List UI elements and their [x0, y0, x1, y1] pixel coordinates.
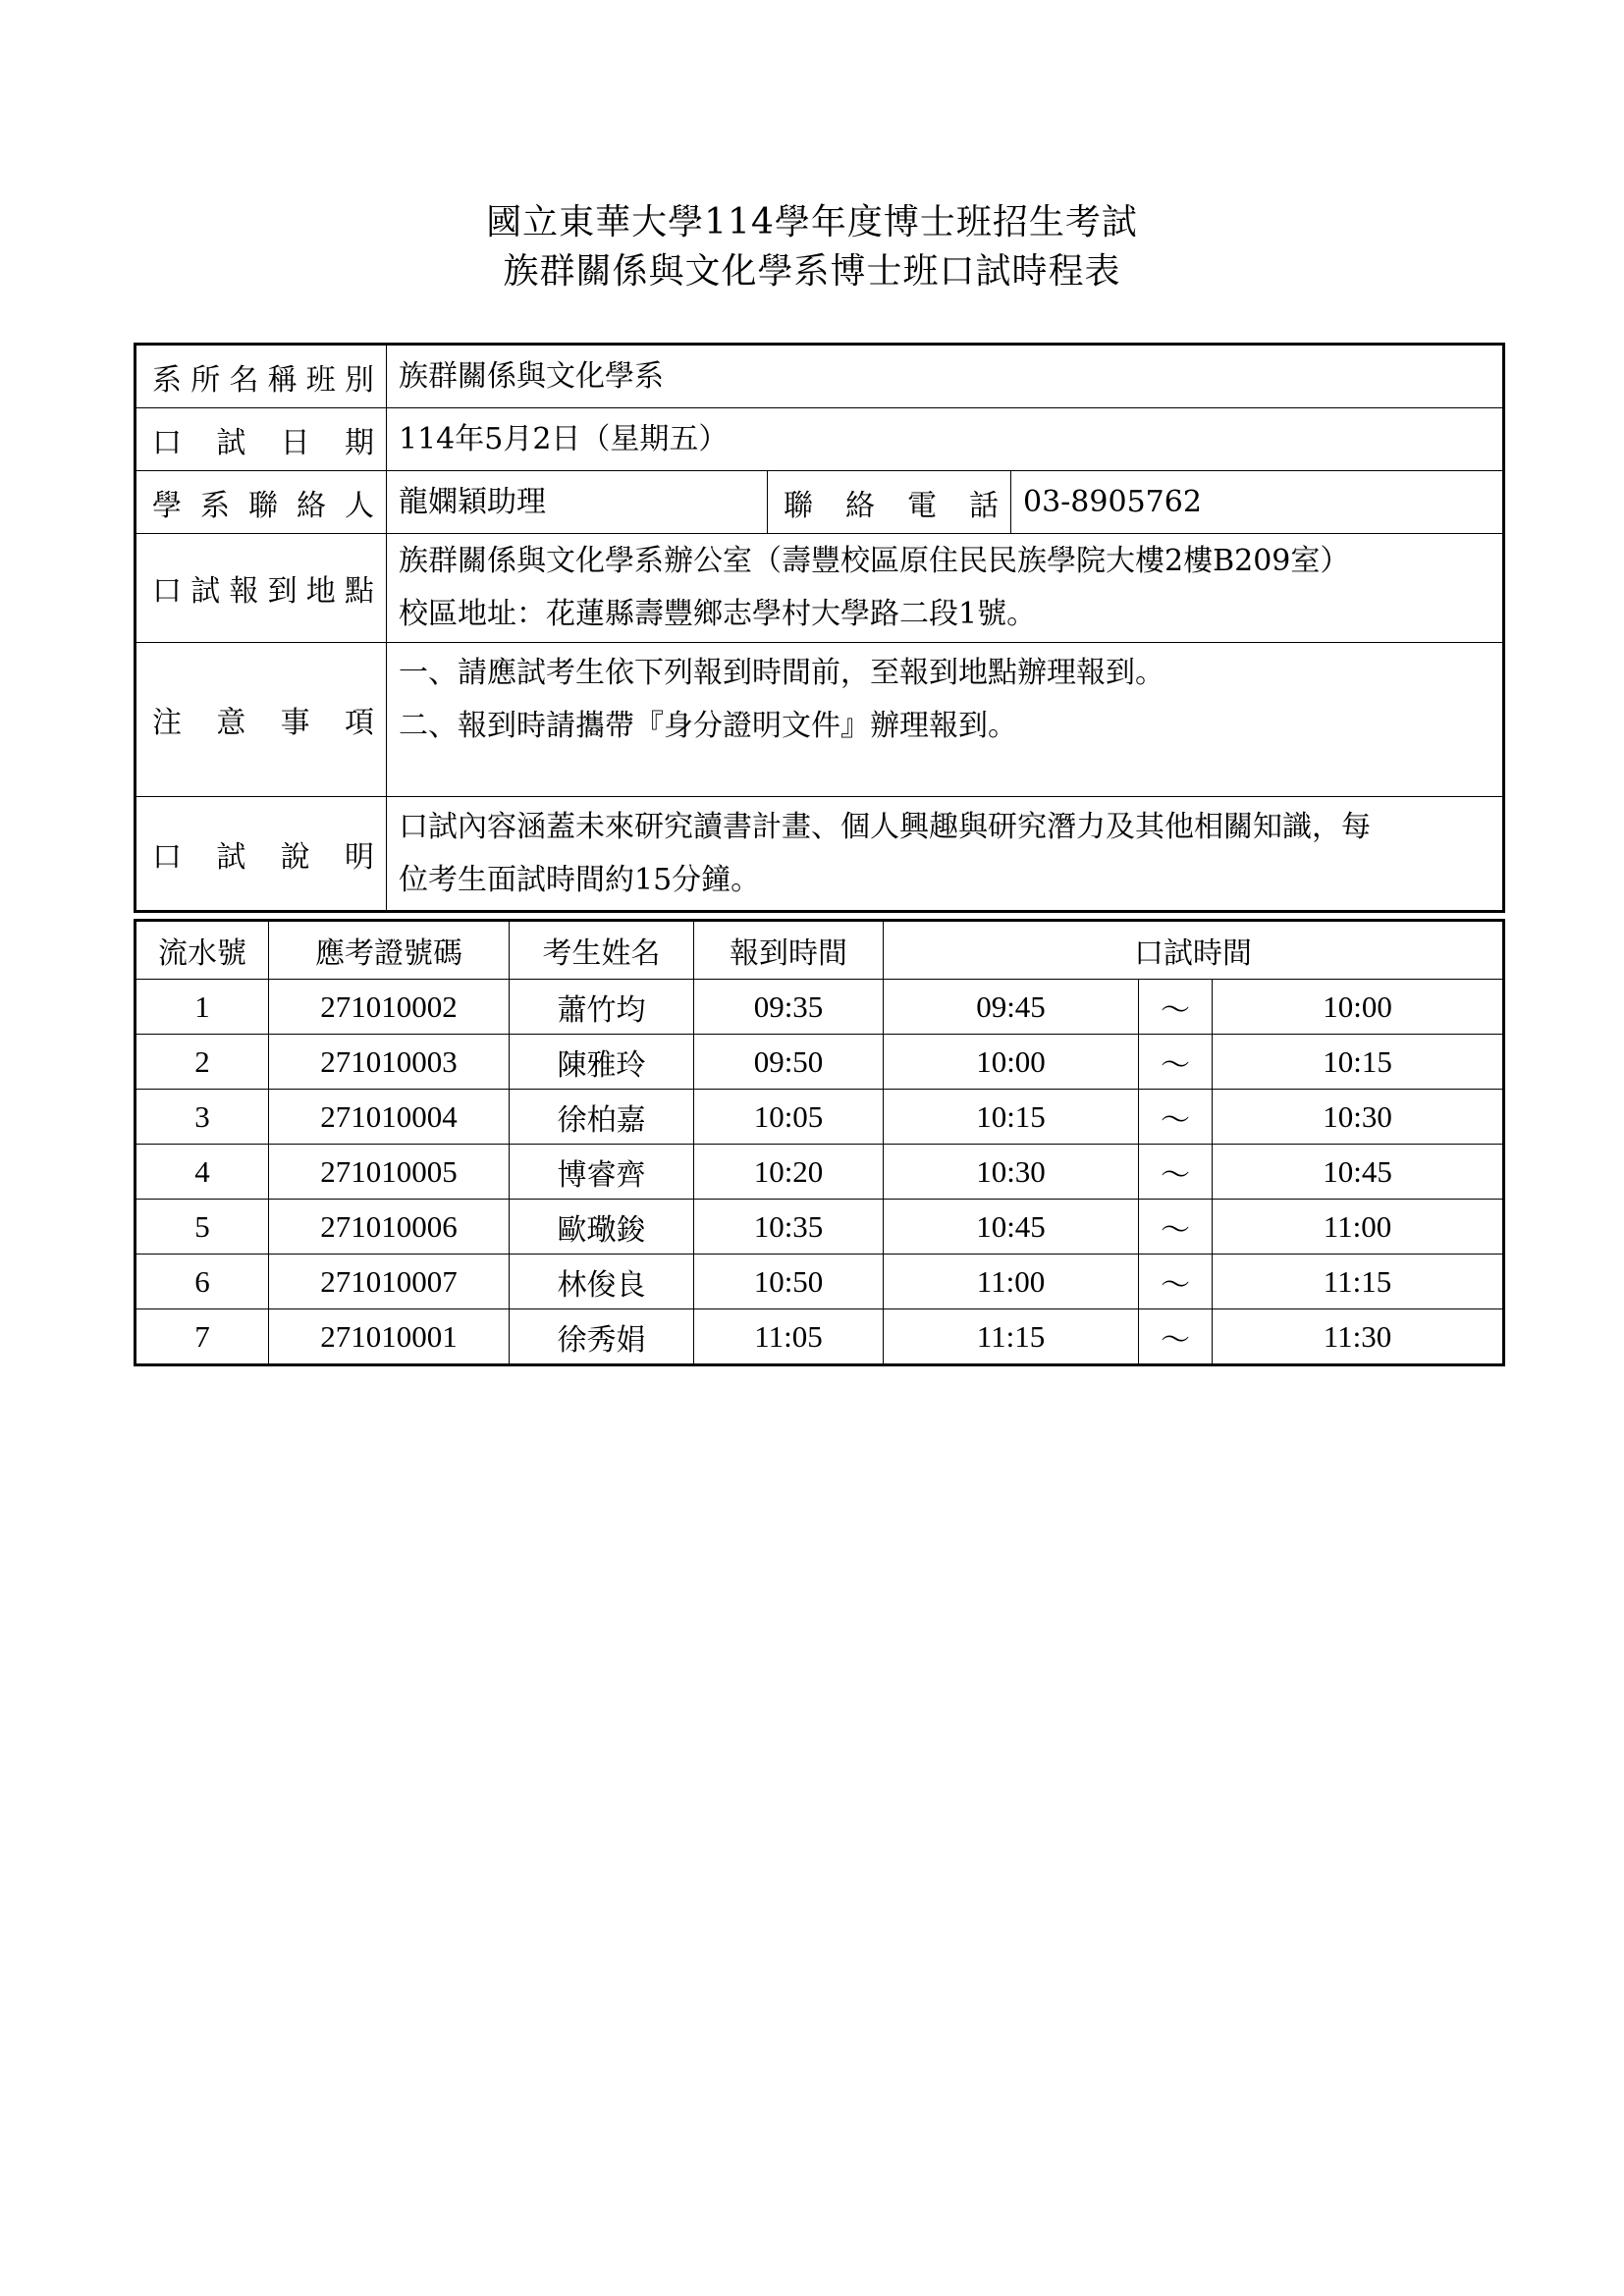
- table-row: [135, 1145, 1504, 1200]
- cell-exam-no: 271010002: [269, 980, 510, 1035]
- notice-line-1: 一、請應試考生依下列報到時間前，至報到地點辦理報到。: [399, 656, 1164, 690]
- document-subtitle: 族群關係與文化學系博士班口試時程表: [503, 251, 1121, 292]
- cell-seq: 3: [135, 1090, 269, 1145]
- cell-seq: 1: [135, 980, 269, 1035]
- phone-label: 聯絡電話: [768, 471, 1011, 534]
- cell-separator: ～: [1139, 980, 1213, 1035]
- cell-checkin: 09:50: [694, 1035, 884, 1090]
- table-row: [135, 980, 1504, 1035]
- cell-name: 歐璥鋑: [510, 1200, 694, 1255]
- cell-separator: ～: [1139, 1255, 1213, 1309]
- header-checkin: 報到時間: [694, 921, 884, 980]
- cell-exam-no: 271010004: [269, 1090, 510, 1145]
- header-name: 考生姓名: [510, 921, 694, 980]
- cell-start: 10:00: [884, 1035, 1139, 1090]
- date-label: 口試日期: [135, 408, 387, 471]
- cell-separator: ～: [1139, 1035, 1213, 1090]
- notice-value: [387, 643, 1504, 797]
- cell-checkin: 10:35: [694, 1200, 884, 1255]
- cell-separator: ～: [1139, 1200, 1213, 1255]
- cell-end: 10:45: [1213, 1145, 1504, 1200]
- cell-exam-no: 271010001: [269, 1309, 510, 1365]
- notice-label: 注意事項: [135, 643, 387, 797]
- cell-exam-no: 271010003: [269, 1035, 510, 1090]
- cell-start: 09:45: [884, 980, 1139, 1035]
- cell-end: 11:00: [1213, 1200, 1504, 1255]
- contact-value: 龍嫻穎助理: [387, 471, 768, 534]
- cell-checkin: 11:05: [694, 1309, 884, 1365]
- cell-name: 蕭竹均: [510, 980, 694, 1035]
- cell-seq: 5: [135, 1200, 269, 1255]
- location-line-2: 校區地址：花蓮縣壽豐鄉志學村大學路二段1號。: [399, 597, 1037, 631]
- cell-end: 10:30: [1213, 1090, 1504, 1145]
- desc-value: [387, 797, 1504, 912]
- cell-checkin: 10:50: [694, 1255, 884, 1309]
- table-row: [135, 1090, 1504, 1145]
- cell-seq: 6: [135, 1255, 269, 1309]
- cell-seq: 7: [135, 1309, 269, 1365]
- table-row: [135, 1255, 1504, 1309]
- cell-seq: 4: [135, 1145, 269, 1200]
- info-table: [134, 343, 1505, 913]
- cell-checkin: 09:35: [694, 980, 884, 1035]
- cell-start: 10:45: [884, 1200, 1139, 1255]
- cell-separator: ～: [1139, 1145, 1213, 1200]
- header-exam-no: 應考證號碼: [269, 921, 510, 980]
- dept-label: 系所名稱班別: [135, 345, 387, 408]
- cell-name: 博睿齊: [510, 1145, 694, 1200]
- cell-checkin: 10:05: [694, 1090, 884, 1145]
- location-value: [387, 534, 1504, 643]
- header-seq: 流水號: [135, 921, 269, 980]
- cell-exam-no: 271010007: [269, 1255, 510, 1309]
- table-row: [135, 1200, 1504, 1255]
- contact-label: 學系聯絡人: [135, 471, 387, 534]
- cell-checkin: 10:20: [694, 1145, 884, 1200]
- cell-end: 10:15: [1213, 1035, 1504, 1090]
- dept-value: 族群關係與文化學系: [387, 345, 1504, 408]
- cell-exam-no: 271010006: [269, 1200, 510, 1255]
- phone-value: 03-8905762: [1011, 471, 1504, 534]
- header-interview: 口試時間: [884, 921, 1504, 980]
- cell-end: 10:00: [1213, 980, 1504, 1035]
- desc-line-2: 位考生面試時間約15分鐘。: [399, 862, 761, 897]
- cell-seq: 2: [135, 1035, 269, 1090]
- table-row: [135, 1309, 1504, 1365]
- cell-start: 10:30: [884, 1145, 1139, 1200]
- desc-label: 口試說明: [135, 797, 387, 912]
- desc-line-1: 口試內容涵蓋未來研究讀書計畫、個人興趣與研究潛力及其他相關知識，每: [399, 809, 1371, 844]
- cell-name: 徐秀娟: [510, 1309, 694, 1365]
- table-row: [135, 1035, 1504, 1090]
- cell-end: 11:30: [1213, 1309, 1504, 1365]
- location-label: 口試報到地點: [135, 534, 387, 643]
- document-title: 國立東華大學114學年度博士班招生考試: [486, 202, 1138, 242]
- cell-start: 11:15: [884, 1309, 1139, 1365]
- notice-line-2: 二、報到時請攜帶『身分證明文件』辦理報到。: [399, 709, 1017, 743]
- cell-start: 10:15: [884, 1090, 1139, 1145]
- cell-start: 11:00: [884, 1255, 1139, 1309]
- cell-separator: ～: [1139, 1309, 1213, 1365]
- schedule-table: [134, 919, 1505, 1366]
- cell-name: 徐柏嘉: [510, 1090, 694, 1145]
- cell-name: 陳雅玲: [510, 1035, 694, 1090]
- cell-end: 11:15: [1213, 1255, 1504, 1309]
- date-value: 114年5月2日（星期五）: [387, 408, 1504, 471]
- cell-exam-no: 271010005: [269, 1145, 510, 1200]
- cell-separator: ～: [1139, 1090, 1213, 1145]
- cell-name: 林俊良: [510, 1255, 694, 1309]
- location-line-1: 族群關係與文化學系辦公室（壽豐校區原住民民族學院大樓2樓B209室）: [399, 544, 1350, 578]
